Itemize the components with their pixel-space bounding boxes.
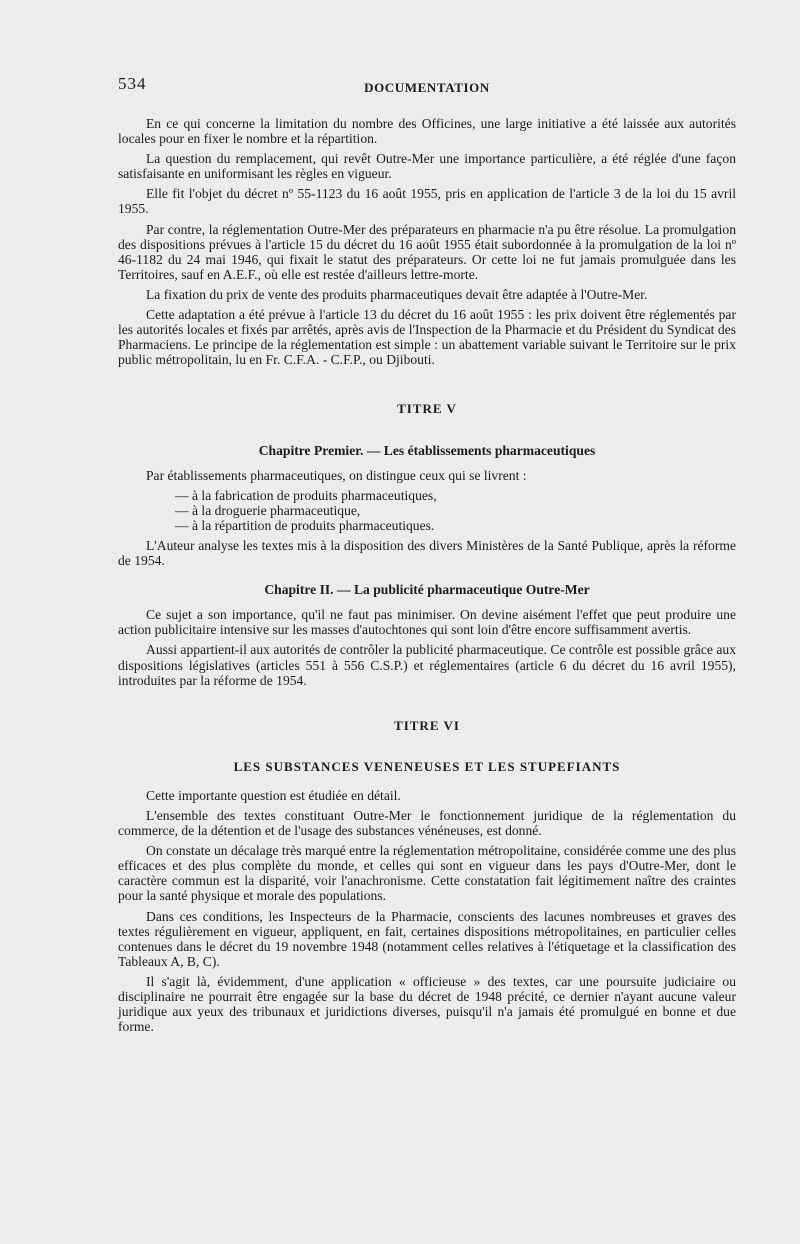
document-page [118, 76, 736, 1039]
paragraph: L'ensemble des textes constituant Outre-Mer le fonctionnement juridique de la réglementation du commerce, de la détention et de l'usage des substances vénéneuses, est donné. [118, 808, 736, 839]
paragraph: Par contre, la réglementation Outre-Mer des préparateurs en pharmacie n'a pu être résolue. La promulgation des dispositions prévues à l'article 15 du décret du 16 août 1955 était subordonnée à la promulgation de la loi nº 46-1182 du 24 mai 1946, qui fixait le statut des préparateurs. Or cette loi ne fut jamais promulguée dans les Territoires, sauf en A.E.F., où elle est restée d'ailleurs lettre-morte. [118, 221, 736, 282]
list-item: — à la droguerie pharmaceutique, [175, 502, 361, 518]
paragraph: Ce sujet a son importance, qu'il ne faut pas minimiser. On devine aisément l'effet que peut produire une action publicitaire intensive sur les masses d'autochtones qui sont loin d'être encore suffisamment avertis. [118, 607, 736, 638]
section-heading-titre-v: TITRE V [397, 401, 457, 417]
paragraph: Aussi appartient-il aux autorités de contrôler la publicité pharmaceutique. Ce contrôle est possible grâce aux dispositions législatives (articles 551 à 556 C.S.P.) et réglementaires (article 6 du décret du 16 avril 1955), introduites par la réforme de 1954. [118, 642, 736, 688]
page-header [118, 76, 736, 96]
list-item: — à la répartition de produits pharmaceutiques. [175, 517, 435, 533]
paragraph: Par établissements pharmaceutiques, on distingue ceux qui se livrent : [146, 467, 527, 483]
paragraph: Dans ces conditions, les Inspecteurs de la Pharmacie, conscients des lacunes nombreuses et graves des textes régulièrement en vigueur, appliquent, en fait, certaines dispositions métropolitaines, en particulier celles contenues dans le décret du 19 novembre 1948 (notamment celles relatives à l'étiquetage et la classification des Tableaux A, B, C). [118, 908, 736, 969]
chapter-heading-ii: Chapitre II. — La publicité pharmaceutique Outre-Mer [264, 582, 590, 598]
list-item: — à la fabrication de produits pharmaceutiques, [175, 487, 437, 503]
paragraph: Cette adaptation a été prévue à l'article 13 du décret du 16 août 1955 : les prix doivent être réglementés par les autorités locales et fixés par arrêtés, après avis de l'Inspection de la Pharmacie et du Président du Syndicat des Pharmaciens. Le principe de la réglementation est simple : un abattement variable suivant le Territoire sur le prix public métropolitain, lu en Fr. C.F.A. - C.F.P., ou Djibouti. [118, 307, 736, 368]
chapter-heading-premier: Chapitre Premier. — Les établissements pharmaceutiques [258, 442, 596, 458]
paragraph: L'Auteur analyse les textes mis à la disposition des divers Ministères de la Santé Publique, après la réforme de 1954. [118, 537, 736, 569]
paragraph: En ce qui concerne la limitation du nombre des Officines, une large initiative a été laissée aux autorités locales pour en fixer le nombre et la répartition. [118, 116, 736, 147]
paragraph: Il s'agit là, évidemment, d'une application « officieuse » des textes, car une poursuite judiciaire ou disciplinaire ne pourrait être engagée sur la base du décret de 1948 précité, ce dernier n'ayant aucune valeur juridique aux yeux des tribunaux et juridictions diverses, puisqu'il n'a jamais été promulgué en bonne et due forme. [118, 973, 736, 1035]
section-heading-titre-vi: TITRE VI [394, 717, 460, 733]
running-title: DOCUMENTATION [364, 80, 490, 95]
page-number: 534 [118, 74, 147, 93]
dash-list [118, 488, 736, 533]
paragraph: On constate un décalage très marqué entre la réglementation métropolitaine, considérée comme une des plus efficaces et des plus complète du monde, et celles qui sont en vigueur dans les pays d'Outre-Mer, dont le caractère commun est la disparité, voir l'anachronisme. Cette constatation fait légitimement naître des craintes pour la santé physique et morale des populations. [118, 843, 736, 904]
paragraph: La question du remplacement, qui revêt Outre-Mer une importance particulière, a été réglée d'une façon satisfaisante en uniformisant les règles en vigueur. [118, 151, 736, 182]
section-subheading: LES SUBSTANCES VENENEUSES ET LES STUPEFIANTS [233, 758, 621, 774]
paragraph: La fixation du prix de vente des produits pharmaceutiques devait être adaptée à l'Outre-Mer. [146, 286, 648, 302]
paragraph: Elle fit l'objet du décret nº 55-1123 du 16 août 1955, pris en application de l'article 3 de la loi du 15 avril 1955. [118, 186, 736, 217]
paragraph: Cette importante question est étudiée en détail. [146, 787, 401, 803]
